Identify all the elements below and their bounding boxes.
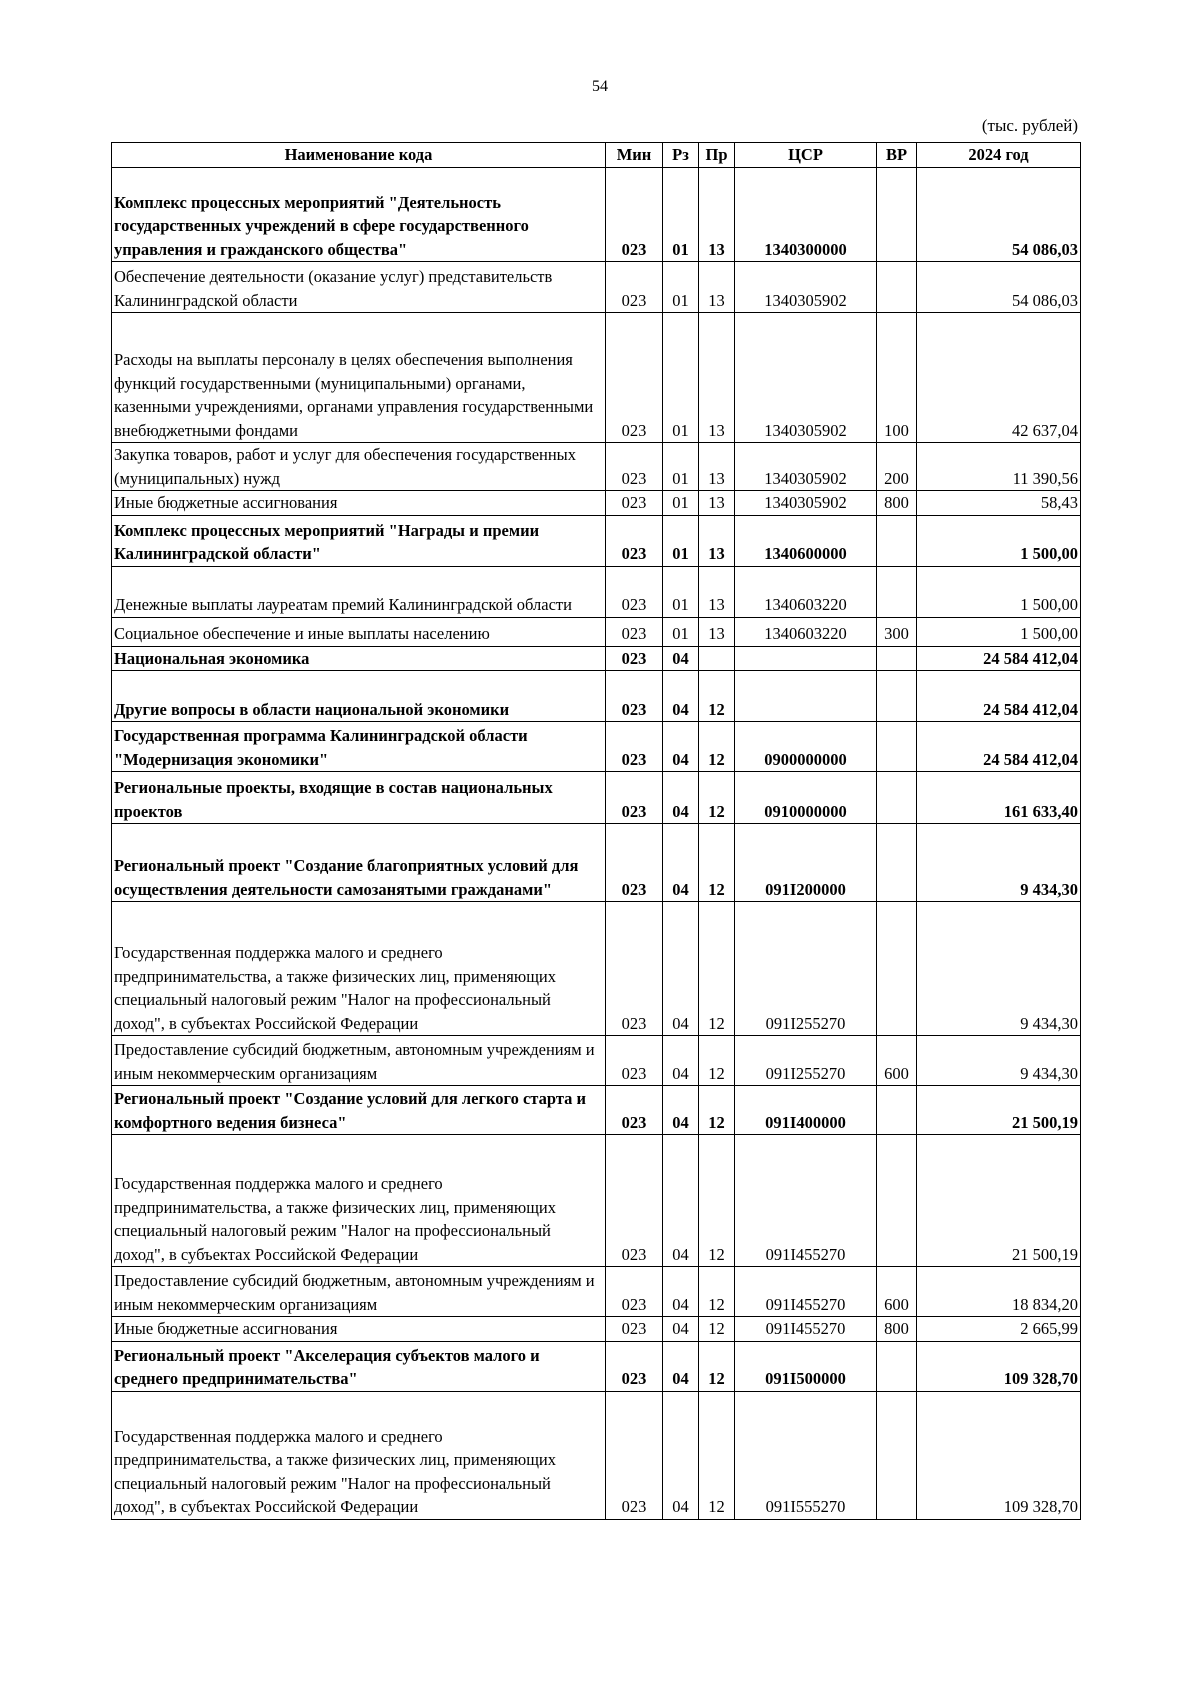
row-vr xyxy=(877,566,917,617)
row-vr: 100 xyxy=(877,313,917,443)
row-name: Региональный проект "Создание благоприятных условий для осуществления деятельности самозанятыми гражданами" xyxy=(112,824,606,902)
header-year: 2024 год xyxy=(917,143,1081,168)
row-min: 023 xyxy=(606,902,663,1036)
row-name: Региональные проекты, входящие в состав национальных проектов xyxy=(112,772,606,824)
row-rz: 04 xyxy=(663,646,699,671)
row-name: Расходы на выплаты персоналу в целях обеспечения выполнения функций государственными (муниципальными) органами, казенными учреждениями, органами управления государственными внебюджетными фондами xyxy=(112,313,606,443)
header-csr: ЦСР xyxy=(735,143,877,168)
row-pr xyxy=(699,646,735,671)
row-pr: 12 xyxy=(699,1036,735,1086)
row-vr xyxy=(877,515,917,566)
row-vr xyxy=(877,722,917,772)
row-name: Государственная программа Калининградской области "Модернизация экономики" xyxy=(112,722,606,772)
row-name: Денежные выплаты лауреатам премий Калининградской области xyxy=(112,566,606,617)
row-rz: 01 xyxy=(663,515,699,566)
row-min: 023 xyxy=(606,1267,663,1317)
row-pr: 13 xyxy=(699,168,735,262)
row-min: 023 xyxy=(606,772,663,824)
row-vr xyxy=(877,168,917,262)
row-min: 023 xyxy=(606,1317,663,1342)
row-rz: 04 xyxy=(663,902,699,1036)
row-pr: 12 xyxy=(699,1317,735,1342)
row-min: 023 xyxy=(606,671,663,722)
row-amount: 9 434,30 xyxy=(917,824,1081,902)
table-header-row xyxy=(112,143,1081,168)
row-csr: 091I255270 xyxy=(735,902,877,1036)
row-min: 023 xyxy=(606,566,663,617)
row-rz: 04 xyxy=(663,1135,699,1267)
row-pr: 13 xyxy=(699,443,735,491)
row-min: 023 xyxy=(606,1341,663,1391)
row-csr: 0900000000 xyxy=(735,722,877,772)
row-csr: 1340305902 xyxy=(735,443,877,491)
table-row xyxy=(112,491,1081,516)
row-pr: 12 xyxy=(699,1391,735,1519)
budget-table xyxy=(111,142,1081,1520)
header-name: Наименование кода xyxy=(112,143,606,168)
table-row xyxy=(112,313,1081,443)
row-csr: 091I500000 xyxy=(735,1341,877,1391)
row-amount: 21 500,19 xyxy=(917,1086,1081,1135)
row-pr: 12 xyxy=(699,1135,735,1267)
row-name: Предоставление субсидий бюджетным, автономным учреждениям и иным некоммерческим организациям xyxy=(112,1267,606,1317)
row-amount: 1 500,00 xyxy=(917,566,1081,617)
table-row xyxy=(112,617,1081,646)
row-rz: 04 xyxy=(663,722,699,772)
row-amount: 42 637,04 xyxy=(917,313,1081,443)
row-pr: 13 xyxy=(699,515,735,566)
row-csr: 1340305902 xyxy=(735,262,877,313)
row-csr: 1340305902 xyxy=(735,313,877,443)
row-amount: 1 500,00 xyxy=(917,515,1081,566)
row-pr: 12 xyxy=(699,902,735,1036)
row-vr: 800 xyxy=(877,1317,917,1342)
table-row xyxy=(112,646,1081,671)
row-rz: 04 xyxy=(663,1036,699,1086)
row-name: Социальное обеспечение и иные выплаты населению xyxy=(112,617,606,646)
row-amount: 24 584 412,04 xyxy=(917,722,1081,772)
table-row xyxy=(112,1036,1081,1086)
row-amount: 58,43 xyxy=(917,491,1081,516)
table-row xyxy=(112,722,1081,772)
row-amount: 2 665,99 xyxy=(917,1317,1081,1342)
row-vr xyxy=(877,646,917,671)
row-pr: 13 xyxy=(699,491,735,516)
row-rz: 04 xyxy=(663,1086,699,1135)
row-csr: 0910000000 xyxy=(735,772,877,824)
row-amount: 54 086,03 xyxy=(917,262,1081,313)
table-row xyxy=(112,515,1081,566)
table-row xyxy=(112,443,1081,491)
row-pr: 12 xyxy=(699,1341,735,1391)
table-row xyxy=(112,772,1081,824)
row-name: Национальная экономика xyxy=(112,646,606,671)
row-csr: 091I555270 xyxy=(735,1391,877,1519)
row-pr: 13 xyxy=(699,262,735,313)
row-amount: 161 633,40 xyxy=(917,772,1081,824)
row-pr: 13 xyxy=(699,617,735,646)
row-csr: 1340600000 xyxy=(735,515,877,566)
row-min: 023 xyxy=(606,824,663,902)
row-vr xyxy=(877,1135,917,1267)
row-min: 023 xyxy=(606,168,663,262)
row-csr: 1340603220 xyxy=(735,566,877,617)
row-amount: 54 086,03 xyxy=(917,168,1081,262)
row-min: 023 xyxy=(606,262,663,313)
row-name: Иные бюджетные ассигнования xyxy=(112,491,606,516)
row-csr: 091I455270 xyxy=(735,1135,877,1267)
row-amount: 24 584 412,04 xyxy=(917,671,1081,722)
row-rz: 01 xyxy=(663,491,699,516)
row-amount: 109 328,70 xyxy=(917,1391,1081,1519)
header-vr: ВР xyxy=(877,143,917,168)
row-pr: 13 xyxy=(699,313,735,443)
row-rz: 01 xyxy=(663,168,699,262)
row-min: 023 xyxy=(606,443,663,491)
row-name: Комплекс процессных мероприятий "Награды и премии Калининградской области" xyxy=(112,515,606,566)
row-rz: 04 xyxy=(663,1317,699,1342)
row-rz: 01 xyxy=(663,313,699,443)
row-rz: 04 xyxy=(663,772,699,824)
row-csr xyxy=(735,646,877,671)
row-min: 023 xyxy=(606,491,663,516)
row-pr: 12 xyxy=(699,772,735,824)
row-name: Комплекс процессных мероприятий "Деятельность государственных учреждений в сфере государственного управления и гражданского общества" xyxy=(112,168,606,262)
row-name: Государственная поддержка малого и среднего предпринимательства, а также физических лиц, применяющих специальный налоговый режим "Налог на профессиональный доход", в субъектах Российской Федерации xyxy=(112,1391,606,1519)
row-rz: 04 xyxy=(663,1341,699,1391)
row-name: Закупка товаров, работ и услуг для обеспечения государственных (муниципальных) нужд xyxy=(112,443,606,491)
units-note: (тыс. рублей) xyxy=(981,116,1078,135)
row-vr xyxy=(877,824,917,902)
row-amount: 1 500,00 xyxy=(917,617,1081,646)
row-amount: 24 584 412,04 xyxy=(917,646,1081,671)
row-min: 023 xyxy=(606,722,663,772)
row-csr: 091I255270 xyxy=(735,1036,877,1086)
row-name: Предоставление субсидий бюджетным, автономным учреждениям и иным некоммерческим организациям xyxy=(112,1036,606,1086)
row-amount: 21 500,19 xyxy=(917,1135,1081,1267)
row-csr xyxy=(735,671,877,722)
table-row xyxy=(112,671,1081,722)
row-csr: 091I455270 xyxy=(735,1317,877,1342)
row-min: 023 xyxy=(606,1036,663,1086)
row-min: 023 xyxy=(606,646,663,671)
row-csr: 1340305902 xyxy=(735,491,877,516)
row-vr: 800 xyxy=(877,491,917,516)
table-row xyxy=(112,1391,1081,1519)
row-pr: 13 xyxy=(699,566,735,617)
table-row xyxy=(112,902,1081,1036)
row-rz: 04 xyxy=(663,671,699,722)
row-vr: 600 xyxy=(877,1036,917,1086)
row-amount: 11 390,56 xyxy=(917,443,1081,491)
page-number: 54 xyxy=(592,78,608,95)
row-pr: 12 xyxy=(699,1267,735,1317)
row-name: Государственная поддержка малого и среднего предпринимательства, а также физических лиц, применяющих специальный налоговый режим "Налог на профессиональный доход", в субъектах Российской Федерации xyxy=(112,1135,606,1267)
row-pr: 12 xyxy=(699,722,735,772)
table-row xyxy=(112,1341,1081,1391)
row-min: 023 xyxy=(606,313,663,443)
row-rz: 01 xyxy=(663,566,699,617)
table-row xyxy=(112,1317,1081,1342)
row-name: Иные бюджетные ассигнования xyxy=(112,1317,606,1342)
row-min: 023 xyxy=(606,617,663,646)
row-csr: 091I200000 xyxy=(735,824,877,902)
row-vr xyxy=(877,671,917,722)
row-vr xyxy=(877,262,917,313)
table-row xyxy=(112,1267,1081,1317)
row-vr xyxy=(877,902,917,1036)
table-row xyxy=(112,168,1081,262)
row-vr: 600 xyxy=(877,1267,917,1317)
row-csr: 091I400000 xyxy=(735,1086,877,1135)
row-vr xyxy=(877,1341,917,1391)
row-rz: 04 xyxy=(663,824,699,902)
row-pr: 12 xyxy=(699,1086,735,1135)
table-row xyxy=(112,566,1081,617)
row-vr: 200 xyxy=(877,443,917,491)
row-min: 023 xyxy=(606,1135,663,1267)
row-csr: 1340300000 xyxy=(735,168,877,262)
row-rz: 01 xyxy=(663,262,699,313)
row-vr: 300 xyxy=(877,617,917,646)
row-min: 023 xyxy=(606,1391,663,1519)
row-amount: 18 834,20 xyxy=(917,1267,1081,1317)
row-name: Другие вопросы в области национальной экономики xyxy=(112,671,606,722)
row-amount: 9 434,30 xyxy=(917,902,1081,1036)
row-min: 023 xyxy=(606,515,663,566)
row-amount: 9 434,30 xyxy=(917,1036,1081,1086)
row-pr: 12 xyxy=(699,671,735,722)
row-name: Региональный проект "Акселерация субъектов малого и среднего предпринимательства" xyxy=(112,1341,606,1391)
row-rz: 01 xyxy=(663,617,699,646)
row-vr xyxy=(877,1391,917,1519)
row-csr: 091I455270 xyxy=(735,1267,877,1317)
table-row xyxy=(112,262,1081,313)
table-row xyxy=(112,1086,1081,1135)
row-amount: 109 328,70 xyxy=(917,1341,1081,1391)
header-min: Мин xyxy=(606,143,663,168)
row-vr xyxy=(877,772,917,824)
header-pr: Пр xyxy=(699,143,735,168)
row-rz: 04 xyxy=(663,1267,699,1317)
row-pr: 12 xyxy=(699,824,735,902)
row-rz: 01 xyxy=(663,443,699,491)
row-name: Региональный проект "Создание условий для легкого старта и комфортного ведения бизнеса" xyxy=(112,1086,606,1135)
table-row xyxy=(112,1135,1081,1267)
row-name: Государственная поддержка малого и среднего предпринимательства, а также физических лиц, применяющих специальный налоговый режим "Налог на профессиональный доход", в субъектах Российской Федерации xyxy=(112,902,606,1036)
row-rz: 04 xyxy=(663,1391,699,1519)
table-row xyxy=(112,824,1081,902)
header-rz: Рз xyxy=(663,143,699,168)
row-csr: 1340603220 xyxy=(735,617,877,646)
row-name: Обеспечение деятельности (оказание услуг) представительств Калининградской области xyxy=(112,262,606,313)
row-min: 023 xyxy=(606,1086,663,1135)
row-vr xyxy=(877,1086,917,1135)
